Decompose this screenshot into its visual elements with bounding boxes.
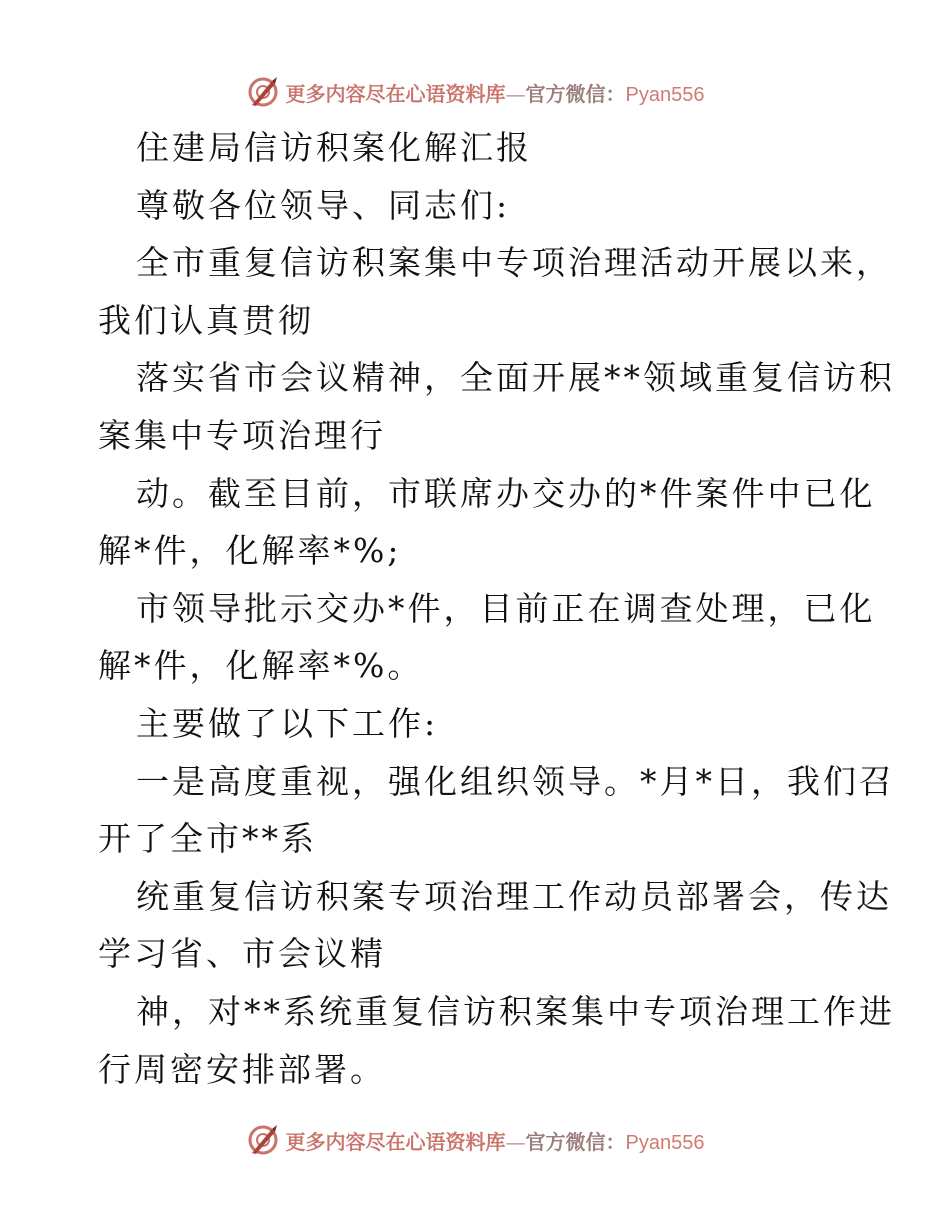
watermark-brand: 更多内容尽在心语资料库 [285, 1129, 506, 1154]
text-line: 主要做了以下工作: [136, 703, 439, 743]
text-line: 全市重复信访积案集中专项治理活动开展以来， [136, 243, 892, 283]
quill-logo-icon [246, 1123, 280, 1157]
quill-logo-icon [246, 75, 280, 109]
watermark-banner-bottom [0, 1118, 950, 1162]
text-line: 尊敬各位领导、同志们: [136, 185, 511, 225]
watermark-official-label: 官方微信： [525, 1129, 626, 1154]
text-line: 解*件，化解率*%; [98, 531, 402, 571]
text-line: 动。截至目前，市联席办交办的*件案件中已化 [136, 473, 876, 513]
watermark-official-label: 官方微信： [525, 81, 626, 106]
text-line: 案集中专项治理行 [98, 415, 386, 455]
text-line: 落实省市会议精神，全面开展**领域重复信访积 [136, 358, 895, 398]
watermark-wechat-id: Pyan556 [625, 83, 705, 106]
watermark-separator: — [505, 81, 526, 106]
watermark-text [286, 78, 705, 107]
watermark-wechat-id: Pyan556 [625, 1131, 705, 1154]
text-line: 学习省、市会议精 [98, 934, 386, 974]
text-line: 统重复信访积案专项治理工作动员部署会，传达 [136, 876, 892, 916]
text-line: 解*件，化解率*%。 [98, 646, 424, 686]
text-line: 行周密安排部署。 [98, 1049, 386, 1089]
watermark-banner-top [0, 70, 950, 114]
watermark-text [286, 1126, 705, 1155]
text-line: 我们认真贯彻 [98, 300, 314, 340]
text-line: 一是高度重视，强化组织领导。*月*日，我们召 [136, 761, 895, 801]
document-body [98, 119, 895, 1098]
text-line: 开了全市**系 [98, 819, 317, 859]
watermark-brand: 更多内容尽在心语资料库 [285, 81, 506, 106]
watermark-separator: — [505, 1129, 526, 1154]
text-line: 神，对**系统重复信访积案集中专项治理工作进 [136, 991, 895, 1031]
text-line: 市领导批示交办*件，目前正在调查处理，已化 [136, 588, 876, 628]
document-title: 住建局信访积案化解汇报 [136, 128, 532, 167]
